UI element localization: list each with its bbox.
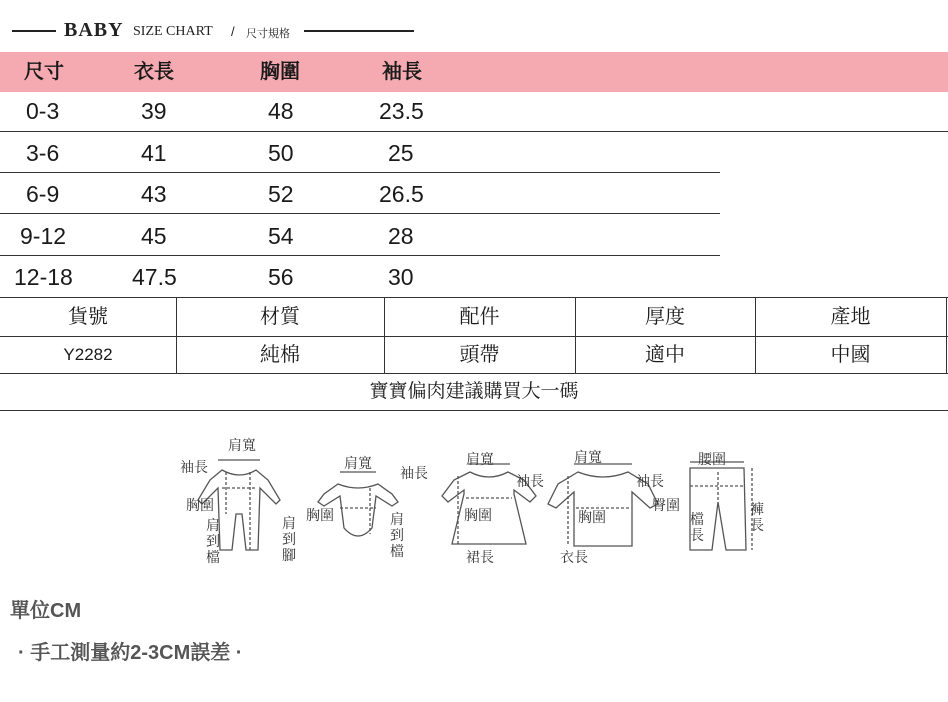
row-1-sleeve: 25: [388, 140, 414, 166]
dress-sleeve-label: 袖長: [516, 474, 544, 490]
col-header-size: 尺寸: [24, 61, 64, 83]
row-4-length: 47.5: [132, 264, 177, 290]
brand-label: BABY: [64, 19, 124, 41]
row-divider: [0, 131, 948, 132]
row-3-chest: 54: [268, 223, 294, 249]
romper-chest-label: 胸圍: [186, 498, 214, 514]
col-header-length: 衣長: [134, 61, 174, 83]
romper-shoulder-crotch-label: 肩到檔: [206, 518, 220, 566]
pants-hip-label: 臀圍: [652, 498, 680, 514]
bodysuit-shoulder-label: 肩寬: [344, 456, 372, 472]
row-4-sleeve: 30: [388, 264, 414, 290]
romper-shoulder-label: 肩寬: [228, 438, 256, 454]
row-2-size: 6-9: [26, 181, 60, 207]
info-header-accessory: 配件: [459, 306, 500, 328]
row-2-chest: 52: [268, 181, 294, 207]
size-advice-note: 寶寶偏肉建議購買大一碼: [369, 381, 579, 402]
dress-length-label: 裙長: [466, 550, 494, 566]
bodysuit-chest-label: 胸圍: [306, 508, 334, 524]
top-length-label: 衣長: [560, 550, 588, 566]
row-4-size: 12-18: [14, 264, 73, 290]
note-divider: [0, 410, 948, 411]
row-1-length: 41: [141, 140, 167, 166]
info-value-origin: 中國: [830, 344, 871, 366]
size-chart-label-zh: 尺寸規格: [246, 28, 290, 40]
row-3-sleeve: 28: [388, 223, 414, 249]
measurement-error-note: · 手工測量約2-3CM誤差 ·: [18, 642, 243, 664]
row-divider: [0, 172, 720, 173]
info-value-thickness: 適中: [645, 344, 685, 366]
row-3-length: 45: [141, 223, 167, 249]
top-sleeve-label: 袖長: [636, 474, 664, 490]
col-header-sleeve: 袖長: [382, 61, 422, 83]
dress-shoulder-label: 肩寬: [466, 452, 494, 468]
info-header-origin: 產地: [830, 306, 871, 328]
chart-header: [12, 18, 432, 44]
row-1-chest: 50: [268, 140, 294, 166]
pants-rise-label: 檔長: [690, 512, 704, 544]
row-0-chest: 48: [268, 98, 294, 124]
info-header-material: 材質: [260, 306, 300, 328]
bodysuit-sleeve-label: 袖長: [400, 466, 428, 482]
pants-waist-label: 腰圍: [698, 452, 726, 468]
bodysuit-icon: [318, 472, 398, 536]
info-header-thickness: 厚度: [645, 306, 685, 328]
size-chart-label: SIZE CHART: [133, 24, 213, 39]
row-divider: [0, 255, 720, 256]
row-0-sleeve: 23.5: [379, 98, 424, 124]
pants-length-label: 褲長: [750, 502, 764, 534]
info-header-item-no: 貨號: [68, 306, 108, 328]
info-value-material: 純棉: [260, 344, 300, 366]
info-border-top: [0, 297, 948, 298]
col-header-chest: 胸圍: [260, 61, 300, 83]
row-1-size: 3-6: [26, 140, 60, 166]
top-chest-label: 胸圍: [578, 510, 606, 526]
info-value-item-no: Y2282: [63, 345, 113, 364]
row-4-chest: 56: [268, 264, 294, 290]
top-shoulder-label: 肩寬: [574, 450, 602, 466]
romper-sleeve-label: 袖長: [180, 460, 208, 476]
dress-chest-label: 胸圍: [464, 508, 492, 524]
row-divider: [0, 213, 720, 214]
row-0-size: 0-3: [26, 98, 60, 124]
measurement-diagrams: [160, 432, 780, 582]
romper-shoulder-foot-label: 肩到腳: [282, 516, 296, 564]
row-0-length: 39: [141, 98, 167, 124]
bodysuit-shoulder-crotch-label: 肩到檔: [390, 512, 404, 560]
info-col-divider: [946, 297, 947, 373]
row-2-length: 43: [141, 181, 167, 207]
header-slash: /: [231, 24, 235, 39]
row-3-size: 9-12: [20, 223, 67, 249]
unit-label: 單位CM: [10, 600, 82, 622]
row-2-sleeve: 26.5: [379, 181, 424, 207]
info-value-accessory: 頭帶: [459, 344, 500, 366]
header-rule-left: [12, 30, 56, 32]
header-rule-right: [304, 30, 414, 32]
